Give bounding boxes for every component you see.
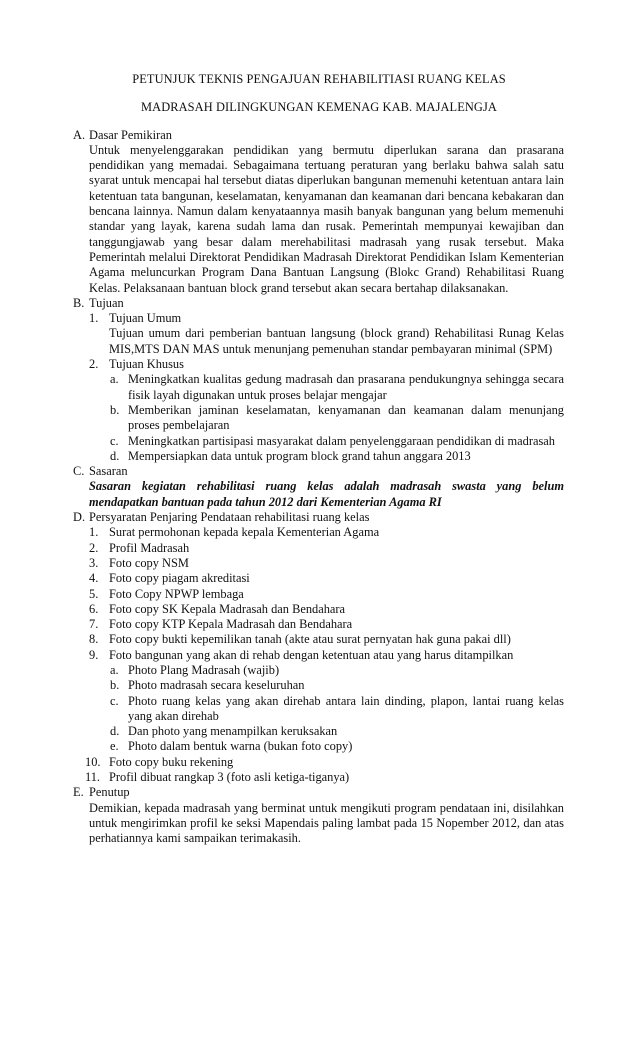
doc-title-line1: PETUNJUK TEKNIS PENGAJUAN REHABILITIASI RUANG KELAS [132,72,506,86]
list-item-text: Photo ruang kelas yang akan direhab antara lain dinding, plapon, lantai ruang kelas yang akan direhab [128,693,564,723]
list-item-text: Meningkatkan partisipasi masyarakat dalam penyelenggaraan pendidikan di madrasah [128,433,555,448]
list-item-text: Photo madrasah secara keseluruhan [128,678,305,693]
list-marker: 4. [89,571,99,586]
section-c-paragraph: Sasaran kegiatan rehabilitasi ruang kelas adalah madrasah swasta yang belum mendapatkan bantuan pada tahun 2012 dari Kementerian Agama RI [89,479,564,509]
list-item [0,648,638,663]
section-heading: Sasaran [89,464,128,479]
list-item-text: Foto Copy NPWP lembaga [109,586,244,601]
list-item-text: Photo Plang Madrasah (wajib) [128,662,280,677]
list-item [0,541,638,556]
list-item-text: Surat permohonan kepada kepala Kementerian Agama [109,525,380,540]
list-item [0,694,638,725]
section-c-heading [0,464,638,479]
section-heading: Persyaratan Penjaring Pendataan rehabilitasi ruang kelas [89,510,370,525]
list-marker: 2. [89,357,99,372]
list-item [0,403,638,434]
list-item [0,617,638,632]
list-marker: a. [110,662,119,677]
section-e-paragraph: Demikian, kepada madrasah yang berminat untuk mengikuti program pendataan ini, disilahkan untuk mengirimkan profil ke seksi Mapendais paling lambat pada 15 Nopember 2012, dan atas perhatiannya kami sampaikan terimakasih. [89,800,564,846]
list-item [0,372,638,403]
list-item-text: Dan photo yang menampilkan keruksakan [128,724,338,739]
section-a-heading [0,128,638,143]
subheading: Tujuan Umum [109,311,182,326]
list-item-text: Foto copy buku rekening [109,754,234,769]
list-item [0,678,638,693]
section-d-heading [0,510,638,525]
list-item-text: Foto copy bukti kepemilikan tanah (akte atau surat pernyatan hak guna pakai dll) [109,632,511,647]
list-item-text: Foto copy piagam akreditasi [109,571,250,586]
list-item-text: Profil Madrasah [109,540,190,555]
list-marker: c. [110,433,119,448]
list-item [0,571,638,586]
list-marker: e. [110,739,119,754]
list-item [0,632,638,647]
list-marker: 11. [85,770,101,785]
list-item-text: Meningkatkan kualitas gedung madrasah dan prasarana pendukungnya sehingga secara fisik layah digunakan untuk proses belajar mengajar [128,372,564,402]
list-item-text: Profil dibuat rangkap 3 (foto asli ketiga-tiganya) [109,770,350,785]
list-marker: 7. [89,617,99,632]
section-b-heading [0,296,638,311]
list-marker: d. [110,724,120,739]
tujuan-khusus-heading [0,357,638,372]
list-marker: 9. [89,647,99,662]
section-heading: Tujuan [89,295,124,310]
list-item [0,724,638,739]
list-item [0,587,638,602]
section-marker: C. [73,464,85,479]
list-item-text: Foto bangunan yang akan di rehab dengan ketentuan atau yang harus ditampilkan [109,647,514,662]
list-item-text: Foto copy SK Kepala Madrasah dan Bendahara [109,601,346,616]
document-body [0,72,638,847]
section-heading: Penutup [89,785,130,800]
list-item [0,434,638,449]
list-item [0,755,638,770]
list-marker: 10. [85,754,101,769]
section-marker: A. [73,127,86,142]
list-item [0,525,638,540]
list-marker: 1. [89,311,99,326]
list-item [0,602,638,617]
list-marker: 6. [89,601,99,616]
list-marker: a. [110,372,119,387]
list-marker: b. [110,678,120,693]
section-marker: B. [73,295,85,310]
list-item-text: Photo dalam bentuk warna (bukan foto copy) [128,739,353,754]
section-e-heading [0,785,638,800]
section-heading: Dasar Pemikiran [89,127,172,142]
section-marker: E. [73,785,84,800]
list-item-text: Foto copy NSM [109,555,189,570]
list-marker: 3. [89,555,99,570]
list-marker: c. [110,693,119,708]
list-item-text: Mempersiapkan data untuk program block grand tahun anggara 2013 [128,448,471,463]
list-item-text: Foto copy KTP Kepala Madrasah dan Bendahara [109,617,353,632]
list-marker: d. [110,448,120,463]
list-marker: 8. [89,632,99,647]
tujuan-umum-heading [0,311,638,326]
list-item [0,663,638,678]
subheading: Tujuan Khusus [109,357,184,372]
tujuan-umum-paragraph: Tujuan umum dari pemberian bantuan langsung (block grand) Rehabilitasi Runag Kelas MIS,MTS DAN MAS untuk menunjang pemenuhan standar pembayaran minimal (SPM) [109,326,564,356]
list-item [0,556,638,571]
list-marker: 1. [89,525,99,540]
list-item [0,739,638,754]
section-a-paragraph: Untuk menyelenggarakan pendidikan yang bermutu diperlukan sarana dan prasarana pendidikan yang memadai. Sebagaimana tertuang peraturan yang berlaku bahwa salah satu syarat untuk mencapai hal tersebut diatas diperlukan bangunan memenuhi ketentuan antara lain ketentuan tata bangunan, keselamatan, kenyamanan dan keamanan dari bencana kebakaran dan bencana lainnya. Namun dalam kenyataannya masih banyak bangunan yang belum memenuhi standar yang layak, karena sudah lama dan rusak. Pemerintah mempunyai kewajiban dan tanggungjawab yang besar dalam merehabilitasi madrasah yang rusak tersebut. Maka Pemerintah melalui Direktorat Pendidikan Madrasah Direktorat Pendidikan Islam Kementerian Agama meluncurkan Program Dana Bantuan Langsung (Blokc Grand) Rehabilitasi Ruang Kelas. Pelaksanaan bantuan block grand tersebut akan secara bertahap dilaksanakan. [89,142,564,295]
list-marker: 5. [89,586,99,601]
list-item [0,770,638,785]
section-marker: D. [73,510,86,525]
list-marker: 2. [89,540,99,555]
list-item-text: Memberikan jaminan keselamatan, kenyamanan dan keamanan dalam menunjang proses pembelajaran [128,402,564,433]
list-item [0,449,638,464]
list-marker: b. [110,402,120,417]
doc-title-line2: MADRASAH DILINGKUNGAN KEMENAG KAB. MAJALENGJA [141,100,497,115]
